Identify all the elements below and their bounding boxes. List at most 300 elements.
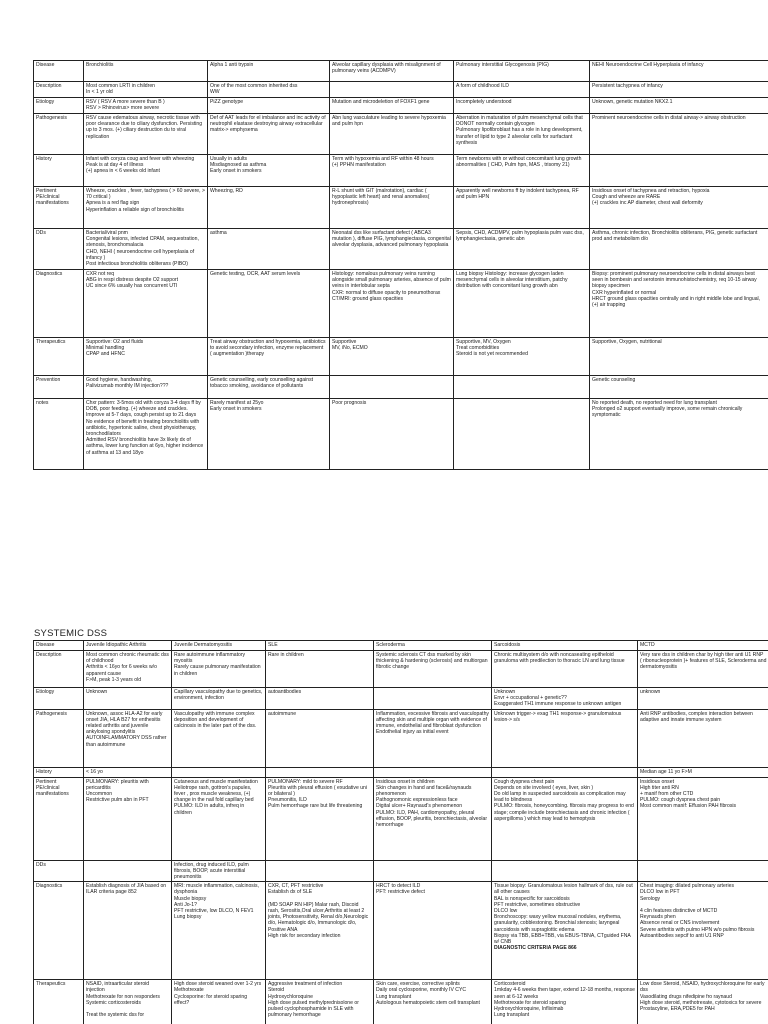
cell-line: Vasculopathy with immune complex deposition and development of calcinosis in the later part of the dss. <box>174 710 257 730</box>
cell-line: PFT restrictive, low DLCO, N FEV1 <box>174 908 254 915</box>
column-header <box>492 641 638 651</box>
table-cell <box>172 860 266 882</box>
cell-line: CXR hyperinflated or normal <box>592 289 657 296</box>
cell-line: RSV > Rhinovirus> more severe <box>86 105 160 112</box>
table-cell <box>84 709 172 767</box>
table-cell <box>374 651 492 688</box>
cell-line: PULMO: ILD in adults, infreq in children <box>174 803 245 816</box>
table-row <box>34 777 768 860</box>
cell-line: Supportive, MV, Oxygen <box>456 339 511 345</box>
cell-line: Most common manif: Effusion PAH fibrosis <box>640 803 737 810</box>
table-row <box>34 270 768 338</box>
cell-line: PULMONARY: pleuritis with pericarditis <box>86 778 149 791</box>
cell-line: Severe arthritis with pulmo HPN w/o pulmo fibrosis <box>640 926 755 933</box>
table-row <box>34 338 768 376</box>
cell-line: Methotrexate for steroid sparing <box>494 999 566 1006</box>
table-cell <box>266 709 374 767</box>
row-label <box>34 338 84 376</box>
table-cell <box>638 709 768 767</box>
row-label <box>34 82 84 98</box>
table-cell <box>454 98 590 114</box>
column-header <box>374 641 492 651</box>
cell-line: Chxr pattern: 3-5mos old with coryza 3-4 days ff by DOB, poor feeding. (+) wheeze and crackles. Improve at 5-7 days, cough persist up to 21 days <box>86 400 201 419</box>
column-header-text: Disease <box>36 62 55 68</box>
table-cell <box>590 399 768 470</box>
row-label-text: History <box>36 156 52 162</box>
table-cell <box>492 651 638 688</box>
cell-line: R-L shunt with GIT (malrotation), cardiac ( hypoplastic left heart) and renal anomalies( hydronephrosis) <box>332 188 430 207</box>
table-cell <box>84 882 172 980</box>
cell-line: Aggressive treatment of infection <box>268 981 343 988</box>
table-cell <box>590 376 768 399</box>
cell-line: Unknown trigger-> exag TH1 response-> granulomatous lesion-> s/s <box>494 710 622 723</box>
table-cell <box>638 688 768 710</box>
table-row <box>34 709 768 767</box>
cell-line: Pulm hemorrhage rare but life threatening <box>268 803 363 810</box>
cell-line: Supportive, Oxygen, nutritional <box>592 339 662 345</box>
table-cell <box>84 338 208 376</box>
cell-line: Inflammation, excessive fibrosis and vasculopathy affecting skin and multiple organ with evidence of immune, endothelial and fibroblast dysfunction <box>376 710 489 730</box>
cell-line: Pulmonary lipofibroblast has a role in lung development, transfer of lipid to type 2 alveolar cells for surfactant synthesis <box>456 127 583 146</box>
row-label <box>34 688 84 710</box>
cell-line: ( augmentation )therapy <box>210 351 265 358</box>
table-row <box>34 155 768 187</box>
cell-line: Cutaneous and muscle manifestation <box>174 778 258 785</box>
row-label-text: Etiology <box>36 99 55 105</box>
cell-line: Cough and wheeze are RARE <box>592 194 661 201</box>
table-cell <box>590 338 768 376</box>
table-cell <box>330 82 454 98</box>
column-header <box>34 641 84 651</box>
table-row <box>34 187 768 229</box>
table-cell <box>590 114 768 155</box>
cell-line: Bronchoscopy: waxy yellow mucosal nodules, erythema, granularity, cobblestoning. Bronchial stenosis; laryngeal sarcoidosis with supraglottic edema <box>494 914 622 933</box>
cell-line: Usually in adults <box>210 156 248 162</box>
cell-line: One of the most common inherited dss <box>210 83 298 89</box>
table-cell <box>172 980 266 1024</box>
cell-line: 4 clin features distinctive of MCTD <box>640 908 718 915</box>
row-label-text: notes <box>36 400 49 406</box>
cell-line: Unknown <box>494 689 516 695</box>
table-cell <box>208 229 330 270</box>
table-cell <box>638 651 768 688</box>
table-cell <box>208 270 330 338</box>
table-cell <box>492 980 638 1024</box>
cell-line: RSV ( RSV A more severe than B ) <box>86 99 165 105</box>
cell-line: Digital ulcer+ Raynaud's phenomenon <box>376 803 463 810</box>
row-label-text: Therapeutics <box>36 981 66 988</box>
table-cell <box>330 187 454 229</box>
cell-line: Genetic counselling, early counselling against tobacco smoking, avoidance of pollutants <box>210 377 314 390</box>
cell-line: Muscle biopsy <box>174 895 207 902</box>
cell-line: Do old lamp in suspected sarcoidosis as complication may lead to blindness <box>494 791 626 804</box>
table-cell <box>266 767 374 777</box>
column-header <box>172 641 266 651</box>
table-row <box>34 376 768 399</box>
table-cell <box>172 651 266 688</box>
cell-line: Mutation and microdeletion of FOXF1 gene <box>332 99 430 105</box>
table-cell <box>374 980 492 1024</box>
cell-line: Depends on site involved ( eyes, liver, skin ) <box>494 784 594 791</box>
cell-line: Steroid <box>268 987 285 994</box>
row-label <box>34 777 84 860</box>
table-cell <box>492 882 638 980</box>
cell-line: Palivizumab monthly IM injection??? <box>86 383 169 390</box>
cell-line: HRCT to detect ILD <box>376 883 421 890</box>
row-label <box>34 229 84 270</box>
cell-line: Daily oral cyclosporine, monthly IV CYC <box>376 987 467 994</box>
table-cell <box>374 777 492 860</box>
cell-line: Supportive <box>332 339 357 345</box>
cell-line: Minimal handling <box>86 345 125 352</box>
cell-line: F>M, peak 1-3 years old <box>86 676 142 683</box>
table-cell <box>172 767 266 777</box>
table-cell <box>208 187 330 229</box>
cell-line: Exaggerated TH1 immune response to unknown antigen <box>494 701 622 708</box>
table-cell <box>266 651 374 688</box>
row-label <box>34 980 84 1024</box>
row-label <box>34 376 84 399</box>
column-header-text: Sarcoidosis <box>494 642 521 648</box>
cell-line: Establish dx of SLE <box>268 889 313 896</box>
table-cell <box>374 882 492 980</box>
cell-line: A form of childhood ILD <box>456 83 509 89</box>
cell-line: Hyperinflation a reliable sign of bronchiolitis <box>86 206 184 213</box>
row-label-text: DDs <box>36 861 46 868</box>
table-row <box>34 767 768 777</box>
column-header <box>34 61 84 82</box>
cell-line: Infant with coryza coug and fever with wheezing <box>86 156 195 162</box>
table-cell <box>84 980 172 1024</box>
table-cell <box>638 980 768 1024</box>
cell-line: CT/MRI: ground glass opacities <box>332 295 404 302</box>
cell-line: Absence renal or CNS involvement <box>640 920 720 927</box>
table-cell <box>638 882 768 980</box>
cell-line: Peak is at day 4 of illness <box>86 162 144 169</box>
column-header <box>454 61 590 82</box>
header-row <box>34 641 768 651</box>
table-cell <box>454 399 590 470</box>
table-cell <box>208 155 330 187</box>
cell-line: Hydroxychloroquine, Infliximab <box>494 1006 564 1013</box>
row-label <box>34 651 84 688</box>
cell-line: Neonatal dss like surfactant defect ( ABCA3 mutation ), diffuse PIG, lymphangiectasia, congenital alveolar dysplasia, advanced pulmonary hypoplasia <box>332 230 451 249</box>
cell-line: Anti Jo-1? <box>174 901 197 908</box>
table-cell <box>84 114 208 155</box>
cell-line: Vasodilating drugs nifedipine fro raynaud <box>640 993 732 1000</box>
cell-line: Corticosteroid <box>494 981 526 988</box>
cell-line: Supportive: O2 and fluids <box>86 339 144 345</box>
column-header-text: Scleroderma <box>376 642 405 648</box>
cell-line: Admitted RSV bronchiolitis have 3x likely dx of asthma, lower lung function at 6yo, higher incidence of asthma at 13 and 18yo <box>86 437 204 456</box>
row-label-text: History <box>36 768 52 775</box>
table-cell <box>172 882 266 980</box>
table-cell <box>84 688 172 710</box>
table-cell <box>266 688 374 710</box>
cell-line: Tissue biopsy: Granulomatous lesion hallmark of dss, rule out all other causes <box>494 883 633 896</box>
cell-line: PFT: restrictive defect <box>376 889 425 896</box>
table-cell <box>330 114 454 155</box>
table-row <box>34 229 768 270</box>
table-cell <box>492 777 638 860</box>
cell-line: No reported death, no reported need for lung transplant <box>592 400 717 406</box>
cell-line: Establish diagnosis of JIA based on ILAR criteria page 852 <box>86 883 167 896</box>
cell-line: Abn lung vasculature leading to severe hypoxemia and pulm hpn <box>332 115 446 128</box>
pulmonary-diseases-table <box>33 60 768 470</box>
table-cell <box>638 767 768 777</box>
cell-line: Most common LRTI in children <box>86 83 155 89</box>
table-cell <box>266 860 374 882</box>
cell-line: Median age 11 yo F>M <box>640 768 692 775</box>
table-cell <box>492 767 638 777</box>
section-title: SYSTEMIC DSS <box>34 628 108 639</box>
cell-line: Cough dyspnea chest pain <box>494 778 555 785</box>
column-header-text: Alpha 1 anti trypsin <box>210 62 254 68</box>
cell-line: In < 1 yr old <box>86 89 113 96</box>
column-header <box>266 641 374 651</box>
cell-line: PFT restrictive, sometimes obstructive <box>494 901 581 908</box>
row-label-text: Pathogenesis <box>36 710 67 717</box>
table-row <box>34 882 768 980</box>
row-label <box>34 114 84 155</box>
table-cell <box>266 882 374 980</box>
table-cell <box>84 187 208 229</box>
table-cell <box>84 98 208 114</box>
cell-line: Insidious onset <box>640 778 674 785</box>
cell-line: Hydroxychloroquine <box>268 993 314 1000</box>
column-header-text: Juvenile Dermatomyositis <box>174 642 233 648</box>
cell-line: 1mkday 4-6 weeks then taper, extend 12-18 months, response seen at 6-12 weeks <box>494 987 636 1000</box>
cell-line: Envr + occupational + genetic?? <box>494 695 567 702</box>
cell-line: unknown <box>640 689 661 695</box>
table-row <box>34 98 768 114</box>
cell-line: Biopsy: prominent pulmonary neuroendocrine cells in distal airways best seen in bombesin and serotonin immunohistochemistry, req 10-15 airway biopsy specimen <box>592 271 757 290</box>
table-cell <box>374 767 492 777</box>
cell-line: Lung transplant <box>494 1012 530 1019</box>
cell-line: Autologous hematopoietic stem cell transplant <box>376 999 480 1006</box>
table-cell <box>374 709 492 767</box>
cell-line: Insidious onset in children <box>376 778 435 785</box>
column-header-text: SLE <box>268 642 278 648</box>
cell-line: High dose steroid, methotrexate, cytotoxics for severe <box>640 999 762 1006</box>
cell-line: Congenital lesions, infected CPAM, sequestration, stenosis, bronchomalacia <box>86 236 199 249</box>
cell-line: Heliotrope rash, gottron's papules, fever , prox muscle weakness, (+) change in the nail fold capillary bed <box>174 784 254 804</box>
table-cell <box>208 338 330 376</box>
cell-line: Anti RNP antibodies, complex interaction between adaptive and innate immune system <box>640 710 753 723</box>
cell-line: Very rare dss in children char by high titer anti U1 RNP <box>640 652 764 658</box>
table-cell <box>208 98 330 114</box>
cell-line: Misdiagnosed as asthma <box>210 162 267 169</box>
table-cell <box>374 860 492 882</box>
cell-line: Restrictive pulm abn in PFT <box>86 797 149 804</box>
cell-line: Low dose Steroid, NSAID, hydroxychloroquine for early dss <box>640 981 765 994</box>
cell-line: ABG in respi distress despite O2 support <box>86 277 179 284</box>
table-cell <box>330 399 454 470</box>
table-cell <box>454 338 590 376</box>
table-cell <box>208 399 330 470</box>
table-cell <box>84 155 208 187</box>
cell-line: Aberration in maturation of pulm mesenchymal cells that DONOT normally contain glycogen <box>456 115 583 128</box>
row-label <box>34 187 84 229</box>
cell-line: CXR not req <box>86 271 115 277</box>
cell-line: (+) apnea in < 6 weeks old infant <box>86 168 160 175</box>
table-cell <box>84 860 172 882</box>
table-cell <box>84 376 208 399</box>
cell-line: PULMO: fibrosis, honeycombing. fibrosis may progress to end stage; compile include bronchiectasis and chronic infection ( aspergilloma ) which may lead to hemoptysis <box>494 803 634 822</box>
cell-line: Systemic corticosteroids <box>86 999 141 1006</box>
table-cell <box>590 82 768 98</box>
cell-line: ( ribonucleoprotein )+ features of SLE, Scleroderma and dermatomyositis <box>640 658 767 671</box>
cell-line: UC since 6% usually has concurrent UTI <box>86 283 178 290</box>
cell-line: Systemic sclerosis CT dss marked by skin thickening & hardening (sclerosis) and multiorgan fibrotic change <box>376 652 488 671</box>
cell-line: Def of AAT leads for el imbalance and inc activity of neutrophil elastase destroying airway extracellular matrix-> emphysema <box>210 115 326 134</box>
column-header-text: NEHI Neuroendocrine Cell Hyperplasia of infancy <box>592 62 704 68</box>
cell-line: NSAID, intraarticular steroid injection <box>86 981 150 994</box>
table-cell <box>330 229 454 270</box>
cell-line: DLCO low <box>494 908 518 915</box>
cell-line: Autoantibodies sepcif to anti U1 RNP <box>640 932 724 939</box>
cell-line: Treat airway obstruction and hypoxemia, antibiotics to avoid secondary infection, enzyme replacement <box>210 339 326 352</box>
table-cell <box>492 709 638 767</box>
cell-line: Early onset in smokers <box>210 406 262 413</box>
cell-line: Wheeze, crackles , fever, tachypnea ( > 60 severe, > 70 critical ) <box>86 188 205 201</box>
cell-line: Histology: nomalous pulmonary veins running alongside small pulmonary arteries, absence of pulm veins in interlobular septa <box>332 271 451 290</box>
cell-line: Genetic counseling <box>592 377 636 383</box>
table-cell <box>330 270 454 338</box>
row-label <box>34 270 84 338</box>
row-label-text: DDs <box>36 230 46 236</box>
cell-line: Bacterial/viral pnm <box>86 230 128 236</box>
cell-line: autoimmune <box>268 710 297 717</box>
cell-line: Asthma, chronic infection, Bronchiolitis obliterans, PIG, genetic surfactant prod and metabolism d/o <box>592 230 758 243</box>
cell-line: Persistent tachypnea of infancy <box>592 83 663 89</box>
cell-line: Rarely manifest at 25yo <box>210 400 264 406</box>
table-row <box>34 688 768 710</box>
row-label-text: Diagnostics <box>36 883 63 890</box>
cell-line: Unknown <box>86 689 108 695</box>
column-header-text: Alveolar capillary dysplasia with misalignment of pulmonary veins (ACDMPV) <box>332 62 441 75</box>
column-header <box>590 61 768 82</box>
table-cell <box>266 777 374 860</box>
cell-line: Methotrexate for non responders <box>86 993 160 1000</box>
table-cell <box>208 376 330 399</box>
cell-line: Apnea is a red flag sign <box>86 200 140 207</box>
cell-line: Post infectious bronchiolitis obliterans (PIBO) <box>86 261 188 268</box>
row-label-text: Pertinent PE/clinical manifestations <box>36 188 69 207</box>
table-cell <box>374 688 492 710</box>
cell-line: (+) crackles inc AP diameter, chest wall deformity <box>592 200 703 207</box>
row-label-text: Prevention <box>36 377 61 383</box>
row-label <box>34 399 84 470</box>
cell-line: High dose steroid weaned over 1-2 yrs <box>174 981 262 988</box>
table-cell <box>638 860 768 882</box>
table-cell <box>172 688 266 710</box>
cell-line: PULMONARY: mild to severe RF <box>268 778 343 785</box>
cell-line: asthma <box>210 230 227 236</box>
table-cell <box>590 270 768 338</box>
column-header <box>208 61 330 82</box>
column-header-text: Pulmonary interstitial Glycogenosis (PIG) <box>456 62 549 68</box>
cell-line: Chronic multisystem d/o with noncaseating epitheloid granuloma with predilection to thoracic LN and lung tissue <box>494 652 625 665</box>
cell-line: autoantibodies <box>268 689 302 695</box>
table-row <box>34 860 768 882</box>
cell-line: + manif from other CTD <box>640 791 694 798</box>
cell-line: Lung transplant <box>376 993 412 1000</box>
cell-line: Term newborns with or without concomitant lung growth abnormalities ( CHD, Pulm hpn, MAS , trisomy 21) <box>456 156 582 169</box>
table-row <box>34 114 768 155</box>
table-cell <box>172 777 266 860</box>
table-cell <box>84 651 172 688</box>
row-label <box>34 709 84 767</box>
table-cell <box>638 777 768 860</box>
table-cell <box>590 98 768 114</box>
row-label-text: Description <box>36 83 62 89</box>
cell-line: Poor prognosis <box>332 400 367 406</box>
cell-line: DLCO low in PFT <box>640 889 680 896</box>
cell-line: Reynauds phen <box>640 914 676 921</box>
table-cell <box>330 338 454 376</box>
table-cell <box>208 82 330 98</box>
row-label-text: Pathogenesis <box>36 115 67 121</box>
table-cell <box>454 187 590 229</box>
cell-line: Sepsis, CHD, ACDMPV, pulm hypoplasia pulm vasc dss, lymphangiectasia, genetic abn <box>456 230 584 243</box>
table-cell <box>172 709 266 767</box>
cell-line: CPAP and HFNC <box>86 351 125 358</box>
cell-line: Wheezing, RD <box>210 188 243 194</box>
cell-line: WW <box>210 89 220 96</box>
cell-line: Early onset in smokers <box>210 168 262 175</box>
table-cell <box>590 229 768 270</box>
table-row <box>34 399 768 470</box>
cell-line: Prolonged o2 support eventually improve, some remain chronically symptomatic <box>592 406 743 419</box>
table-cell <box>84 229 208 270</box>
cell-line: Term with hypoxemia and RF within 48 hours <box>332 156 434 162</box>
cell-line: Treat the systemic dss for <box>86 1012 145 1019</box>
cell-line: Rare in children <box>268 652 304 658</box>
cell-line: (MD SOAP RN HIP) Malar rash, Discoid rash, Serositis,Oral ulcer,Arthritis at least 2 joints, Photosensitivity, Renal d/o,Neurologic d/o, Hematologic d/o, Immunologic d/o, Positive ANA <box>268 901 369 933</box>
cell-line: PULMO: ILD, PAH, cardiomyopathy, pleural effusion, BOOP, pleuritis, bronchiectasis, alveolar hemorrhage <box>376 809 488 829</box>
table-cell <box>454 114 590 155</box>
column-header-text: Disease <box>36 642 55 648</box>
table-cell <box>84 270 208 338</box>
cell-line: High risk for secondary infection <box>268 932 341 939</box>
table-cell <box>84 767 172 777</box>
cell-line: Uncommon <box>86 791 113 798</box>
cell-line: CHD, NEHI ( neuroendocrine cell hyperplasia of infancy ) <box>86 248 195 261</box>
row-label <box>34 767 84 777</box>
cell-line: AUTOINFLAMMATORY DSS rather than autoimmune <box>86 735 167 748</box>
table-cell <box>84 777 172 860</box>
column-header <box>84 641 172 651</box>
cell-line: Apparently well newborns ff by indolent tachypnea, RF and pulm HPN <box>456 188 579 201</box>
table-cell <box>84 399 208 470</box>
cell-line: Prominent neuroendocrine cells in distal airway-> airway obstruction <box>592 115 746 121</box>
cell-line: Good hygiene, handwashing, <box>86 377 152 383</box>
cell-line: CXR, CT, PFT restrictive <box>268 883 324 890</box>
header-row <box>34 61 768 82</box>
table-cell <box>208 114 330 155</box>
cell-line: Infection, drug induced ILD, pulm fibrosis, BOOP, acute interstitial pneumonitis <box>174 861 249 881</box>
row-label-text: Therapeutics <box>36 339 66 345</box>
cell-line: Skin changes in hand and face&/raynauds phenomenon <box>376 784 472 798</box>
column-header <box>84 61 208 82</box>
table-cell <box>454 82 590 98</box>
row-label <box>34 882 84 980</box>
cell-line: Lung biopsy <box>174 914 202 921</box>
cell-line: High titer anti RN <box>640 784 679 791</box>
cell-line: Unknown, genetic mutation NKX2.1 <box>592 99 673 105</box>
cell-line: Cyclosporine: for steroid sparing effect? <box>174 993 248 1006</box>
